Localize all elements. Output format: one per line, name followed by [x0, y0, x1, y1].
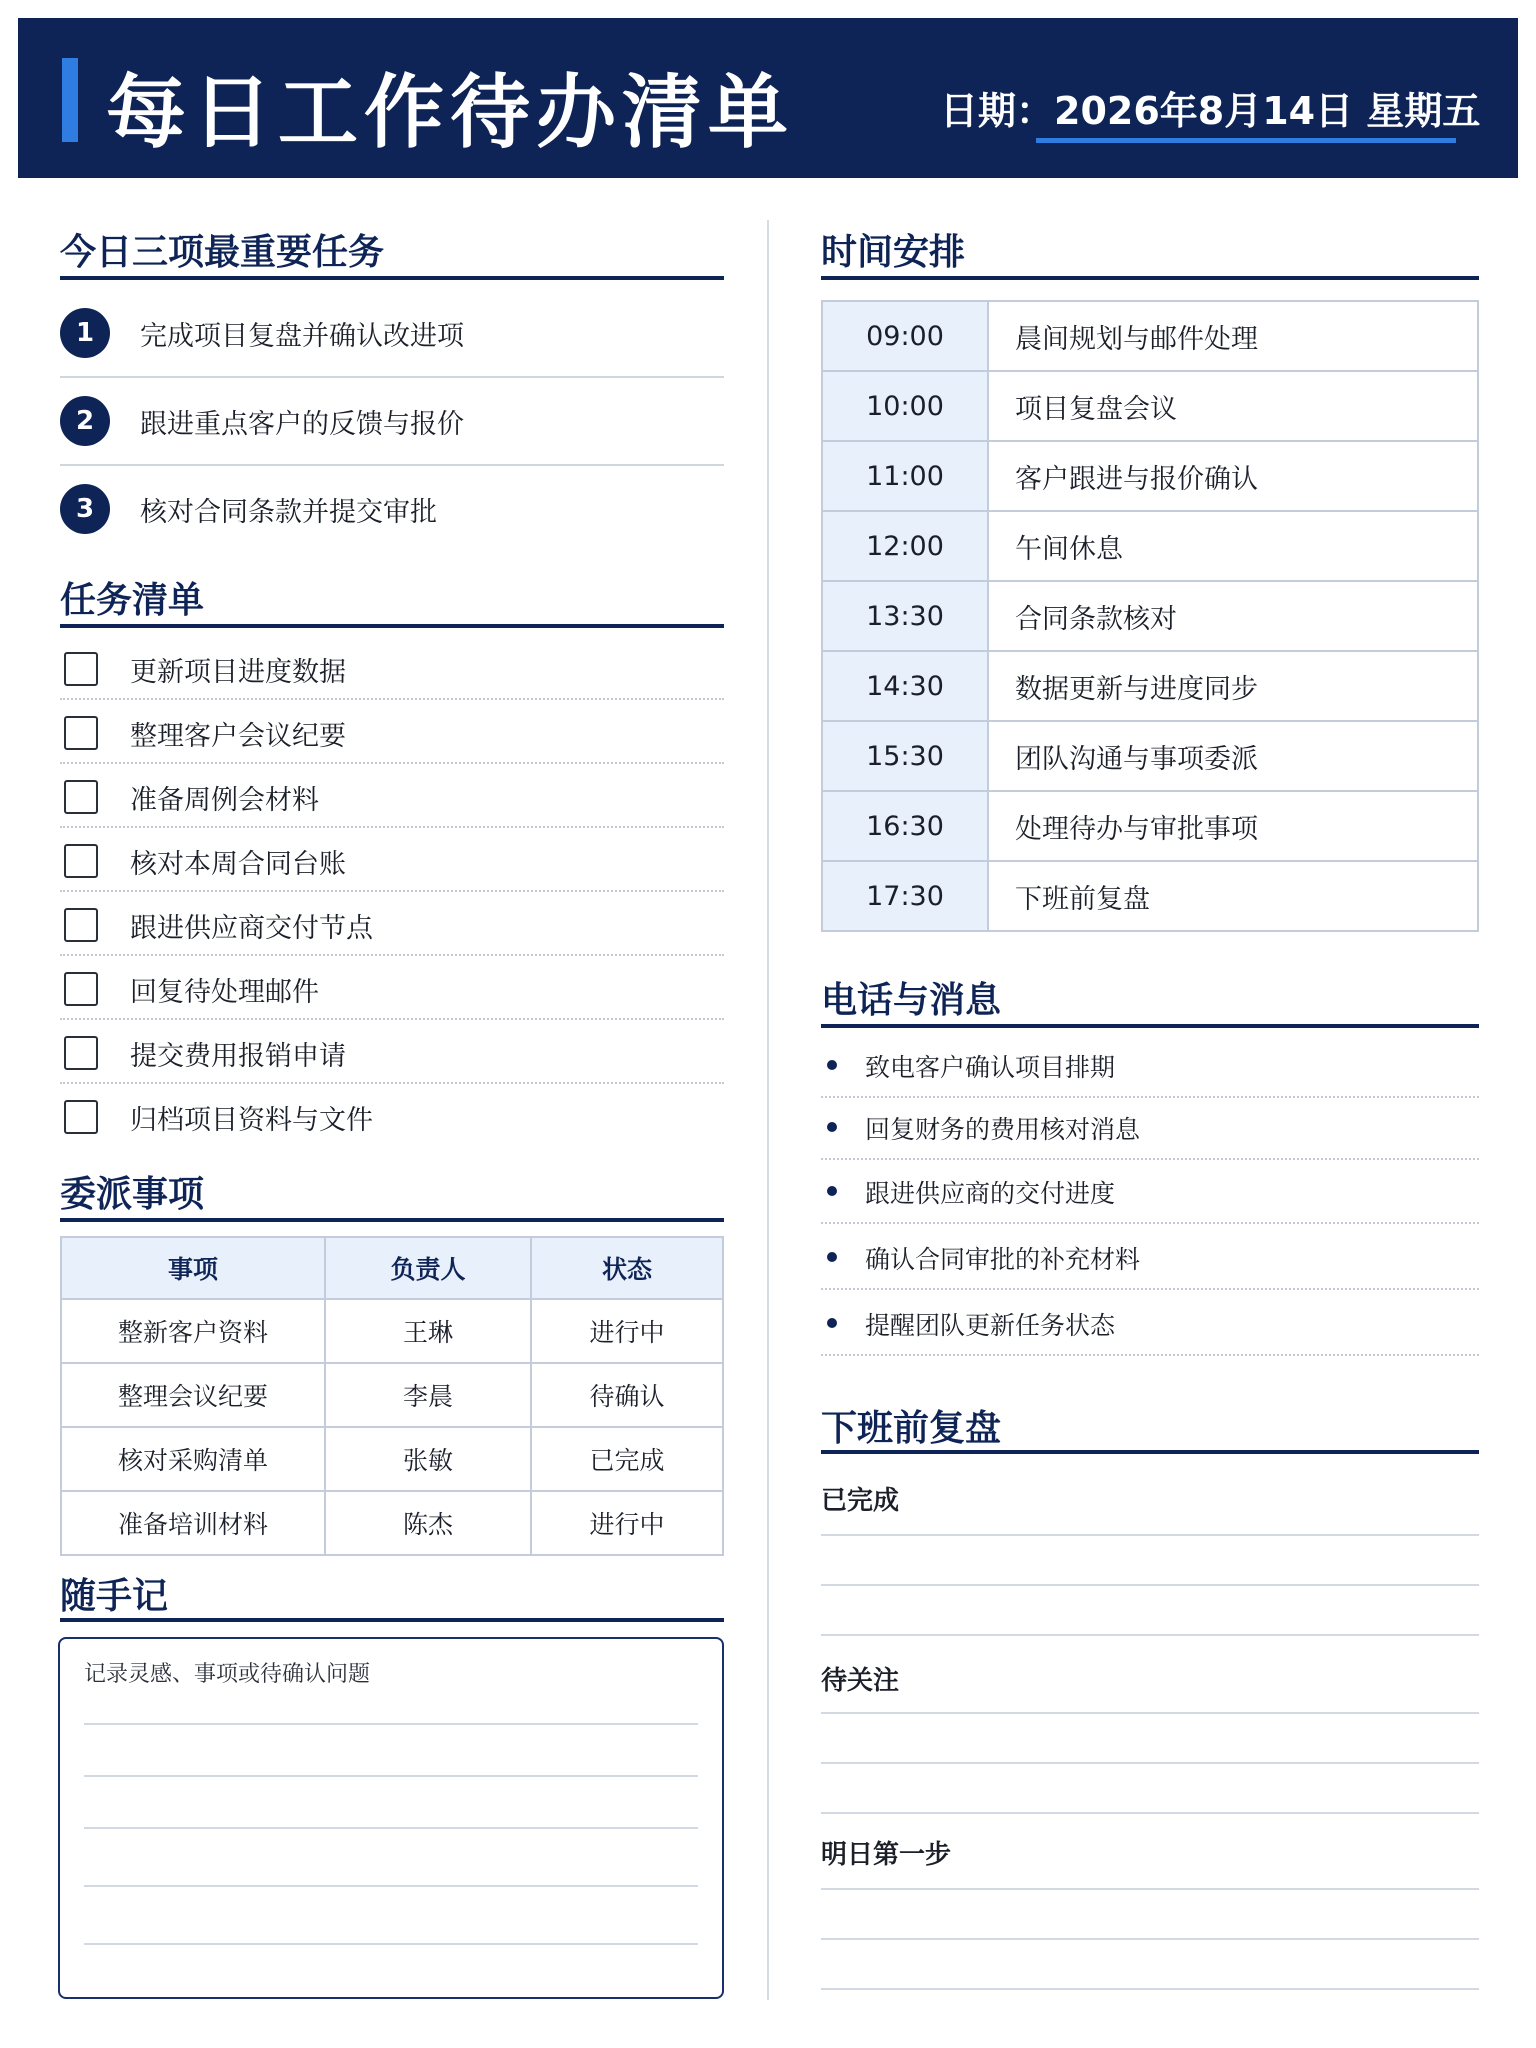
schedule-row	[822, 511, 1478, 581]
delegation-table	[60, 1236, 724, 1556]
notes-line	[84, 1885, 698, 1887]
delegation-title: 委派事项	[60, 1174, 205, 1215]
message-item[interactable]	[821, 1162, 1479, 1224]
priority-text: 完成项目复盘并确认改进项	[140, 321, 464, 352]
tasks-rule	[60, 624, 724, 628]
table-header-row	[61, 1237, 723, 1299]
event-cell: 数据更新与进度同步	[988, 651, 1478, 721]
time-cell: 11:00	[822, 441, 988, 511]
table-cell: 进行中	[531, 1299, 723, 1363]
task-item[interactable]	[60, 764, 724, 828]
column-header: 事项	[61, 1237, 325, 1299]
task-item[interactable]	[60, 1084, 724, 1148]
review-line[interactable]	[821, 1988, 1479, 1990]
event-cell: 处理待办与审批事项	[988, 791, 1478, 861]
time-cell: 16:30	[822, 791, 988, 861]
column-header: 状态	[531, 1237, 723, 1299]
top3-title: 今日三项最重要任务	[60, 232, 385, 273]
schedule-row	[822, 441, 1478, 511]
task-item[interactable]	[60, 892, 724, 956]
schedule-row	[822, 721, 1478, 791]
checkbox[interactable]	[64, 972, 98, 1006]
review-title: 下班前复盘	[821, 1408, 1002, 1449]
priority-number: 1	[60, 308, 110, 358]
title-accent-bar	[62, 58, 78, 142]
checkbox[interactable]	[64, 652, 98, 686]
notes-line	[84, 1775, 698, 1777]
task-text: 归档项目资料与文件	[130, 1105, 373, 1136]
message-text: 跟进供应商的交付进度	[865, 1179, 1116, 1208]
schedule-row	[822, 861, 1478, 931]
table-row	[61, 1299, 723, 1363]
column-divider	[767, 220, 769, 2000]
checkbox[interactable]	[64, 780, 98, 814]
bullet-icon	[827, 1122, 837, 1132]
priority-item[interactable]	[60, 290, 724, 378]
table-cell: 已完成	[531, 1427, 723, 1491]
review-focus-label: 待关注	[821, 1666, 900, 1696]
review-line[interactable]	[821, 1712, 1479, 1714]
row-separator	[821, 1222, 1479, 1224]
message-text: 确认合同审批的补充材料	[865, 1245, 1141, 1274]
task-text: 准备周例会材料	[130, 785, 319, 816]
event-cell: 客户跟进与报价确认	[988, 441, 1478, 511]
event-cell: 团队沟通与事项委派	[988, 721, 1478, 791]
event-cell: 晨间规划与邮件处理	[988, 301, 1478, 371]
messages-title: 电话与消息	[821, 980, 1002, 1021]
bullet-icon	[827, 1318, 837, 1328]
table-cell: 核对采购清单	[61, 1427, 325, 1491]
top3-rule	[60, 276, 724, 280]
checkbox[interactable]	[64, 716, 98, 750]
task-text: 整理客户会议纪要	[130, 721, 346, 752]
review-done-label: 已完成	[821, 1486, 900, 1516]
task-text: 更新项目进度数据	[130, 657, 346, 688]
table-cell: 整理会议纪要	[61, 1363, 325, 1427]
date-underline	[1036, 138, 1456, 143]
message-item[interactable]	[821, 1294, 1479, 1356]
event-cell: 午间休息	[988, 511, 1478, 581]
messages-rule	[821, 1024, 1479, 1028]
task-text: 提交费用报销申请	[130, 1041, 346, 1072]
schedule-rule	[821, 276, 1479, 280]
schedule-row	[822, 581, 1478, 651]
priority-number: 3	[60, 484, 110, 534]
schedule-row	[822, 371, 1478, 441]
message-text: 提醒团队更新任务状态	[865, 1311, 1116, 1340]
message-text: 致电客户确认项目排期	[865, 1053, 1116, 1082]
message-text: 回复财务的费用核对消息	[865, 1115, 1141, 1144]
priority-text: 核对合同条款并提交审批	[140, 497, 437, 528]
table-cell: 整新客户资料	[61, 1299, 325, 1363]
notes-line	[84, 1943, 698, 1945]
review-line[interactable]	[821, 1584, 1479, 1586]
time-cell: 17:30	[822, 861, 988, 931]
notes-line	[84, 1827, 698, 1829]
bullet-icon	[827, 1252, 837, 1262]
priority-number: 2	[60, 396, 110, 446]
table-cell: 张敏	[325, 1427, 531, 1491]
notes-line	[84, 1723, 698, 1725]
table-cell: 进行中	[531, 1491, 723, 1555]
event-cell: 合同条款核对	[988, 581, 1478, 651]
task-item[interactable]	[60, 636, 724, 700]
date-label: 日期：2026年8月14日 星期五	[940, 89, 1481, 133]
checkbox[interactable]	[64, 908, 98, 942]
review-line[interactable]	[821, 1812, 1479, 1814]
row-separator	[821, 1354, 1479, 1356]
schedule-title: 时间安排	[821, 232, 966, 273]
task-item[interactable]	[60, 700, 724, 764]
checkbox[interactable]	[64, 1100, 98, 1134]
schedule-table	[821, 300, 1479, 932]
table-cell: 王琳	[325, 1299, 531, 1363]
notes-rule	[60, 1618, 724, 1622]
table-row	[61, 1427, 723, 1491]
header-banner	[18, 18, 1518, 178]
task-text: 回复待处理邮件	[130, 977, 319, 1008]
time-cell: 12:00	[822, 511, 988, 581]
review-line[interactable]	[821, 1762, 1479, 1764]
event-cell: 下班前复盘	[988, 861, 1478, 931]
schedule-row	[822, 651, 1478, 721]
schedule-row	[822, 791, 1478, 861]
schedule-row	[822, 301, 1478, 371]
tasks-title: 任务清单	[60, 580, 205, 621]
column-header: 负责人	[325, 1237, 531, 1299]
task-item[interactable]	[60, 1020, 724, 1084]
review-line[interactable]	[821, 1634, 1479, 1636]
review-line[interactable]	[821, 1888, 1479, 1890]
checkbox[interactable]	[64, 844, 98, 878]
time-cell: 14:30	[822, 651, 988, 721]
delegation-rule	[60, 1218, 724, 1222]
message-item[interactable]	[821, 1098, 1479, 1160]
task-text: 跟进供应商交付节点	[130, 913, 373, 944]
task-item[interactable]	[60, 956, 724, 1020]
time-cell: 10:00	[822, 371, 988, 441]
notes-title: 随手记	[60, 1576, 169, 1617]
table-cell: 准备培训材料	[61, 1491, 325, 1555]
time-cell: 13:30	[822, 581, 988, 651]
bullet-icon	[827, 1060, 837, 1070]
page-title: 每日工作待办清单	[106, 66, 794, 159]
task-item[interactable]	[60, 828, 724, 892]
table-cell: 陈杰	[325, 1491, 531, 1555]
message-item[interactable]	[821, 1036, 1479, 1098]
checkbox[interactable]	[64, 1036, 98, 1070]
priority-text: 跟进重点客户的反馈与报价	[140, 409, 464, 440]
table-cell: 李晨	[325, 1363, 531, 1427]
table-row	[61, 1363, 723, 1427]
review-line[interactable]	[821, 1534, 1479, 1536]
event-cell: 项目复盘会议	[988, 371, 1478, 441]
time-cell: 15:30	[822, 721, 988, 791]
notes-box[interactable]	[58, 1637, 724, 1999]
row-separator	[821, 1158, 1479, 1160]
table-row	[61, 1491, 723, 1555]
priority-item[interactable]	[60, 378, 724, 466]
task-text: 核对本周合同台账	[130, 849, 346, 880]
row-separator	[821, 1288, 1479, 1290]
bullet-icon	[827, 1186, 837, 1196]
review-line[interactable]	[821, 1938, 1479, 1940]
review-rule	[821, 1450, 1479, 1454]
message-item[interactable]	[821, 1228, 1479, 1290]
time-cell: 09:00	[822, 301, 988, 371]
table-cell: 待确认	[531, 1363, 723, 1427]
priority-item[interactable]	[60, 466, 724, 556]
notes-placeholder: 记录灵感、事项或待确认问题	[84, 1662, 371, 1687]
review-tomorrow-label: 明日第一步	[821, 1840, 952, 1870]
